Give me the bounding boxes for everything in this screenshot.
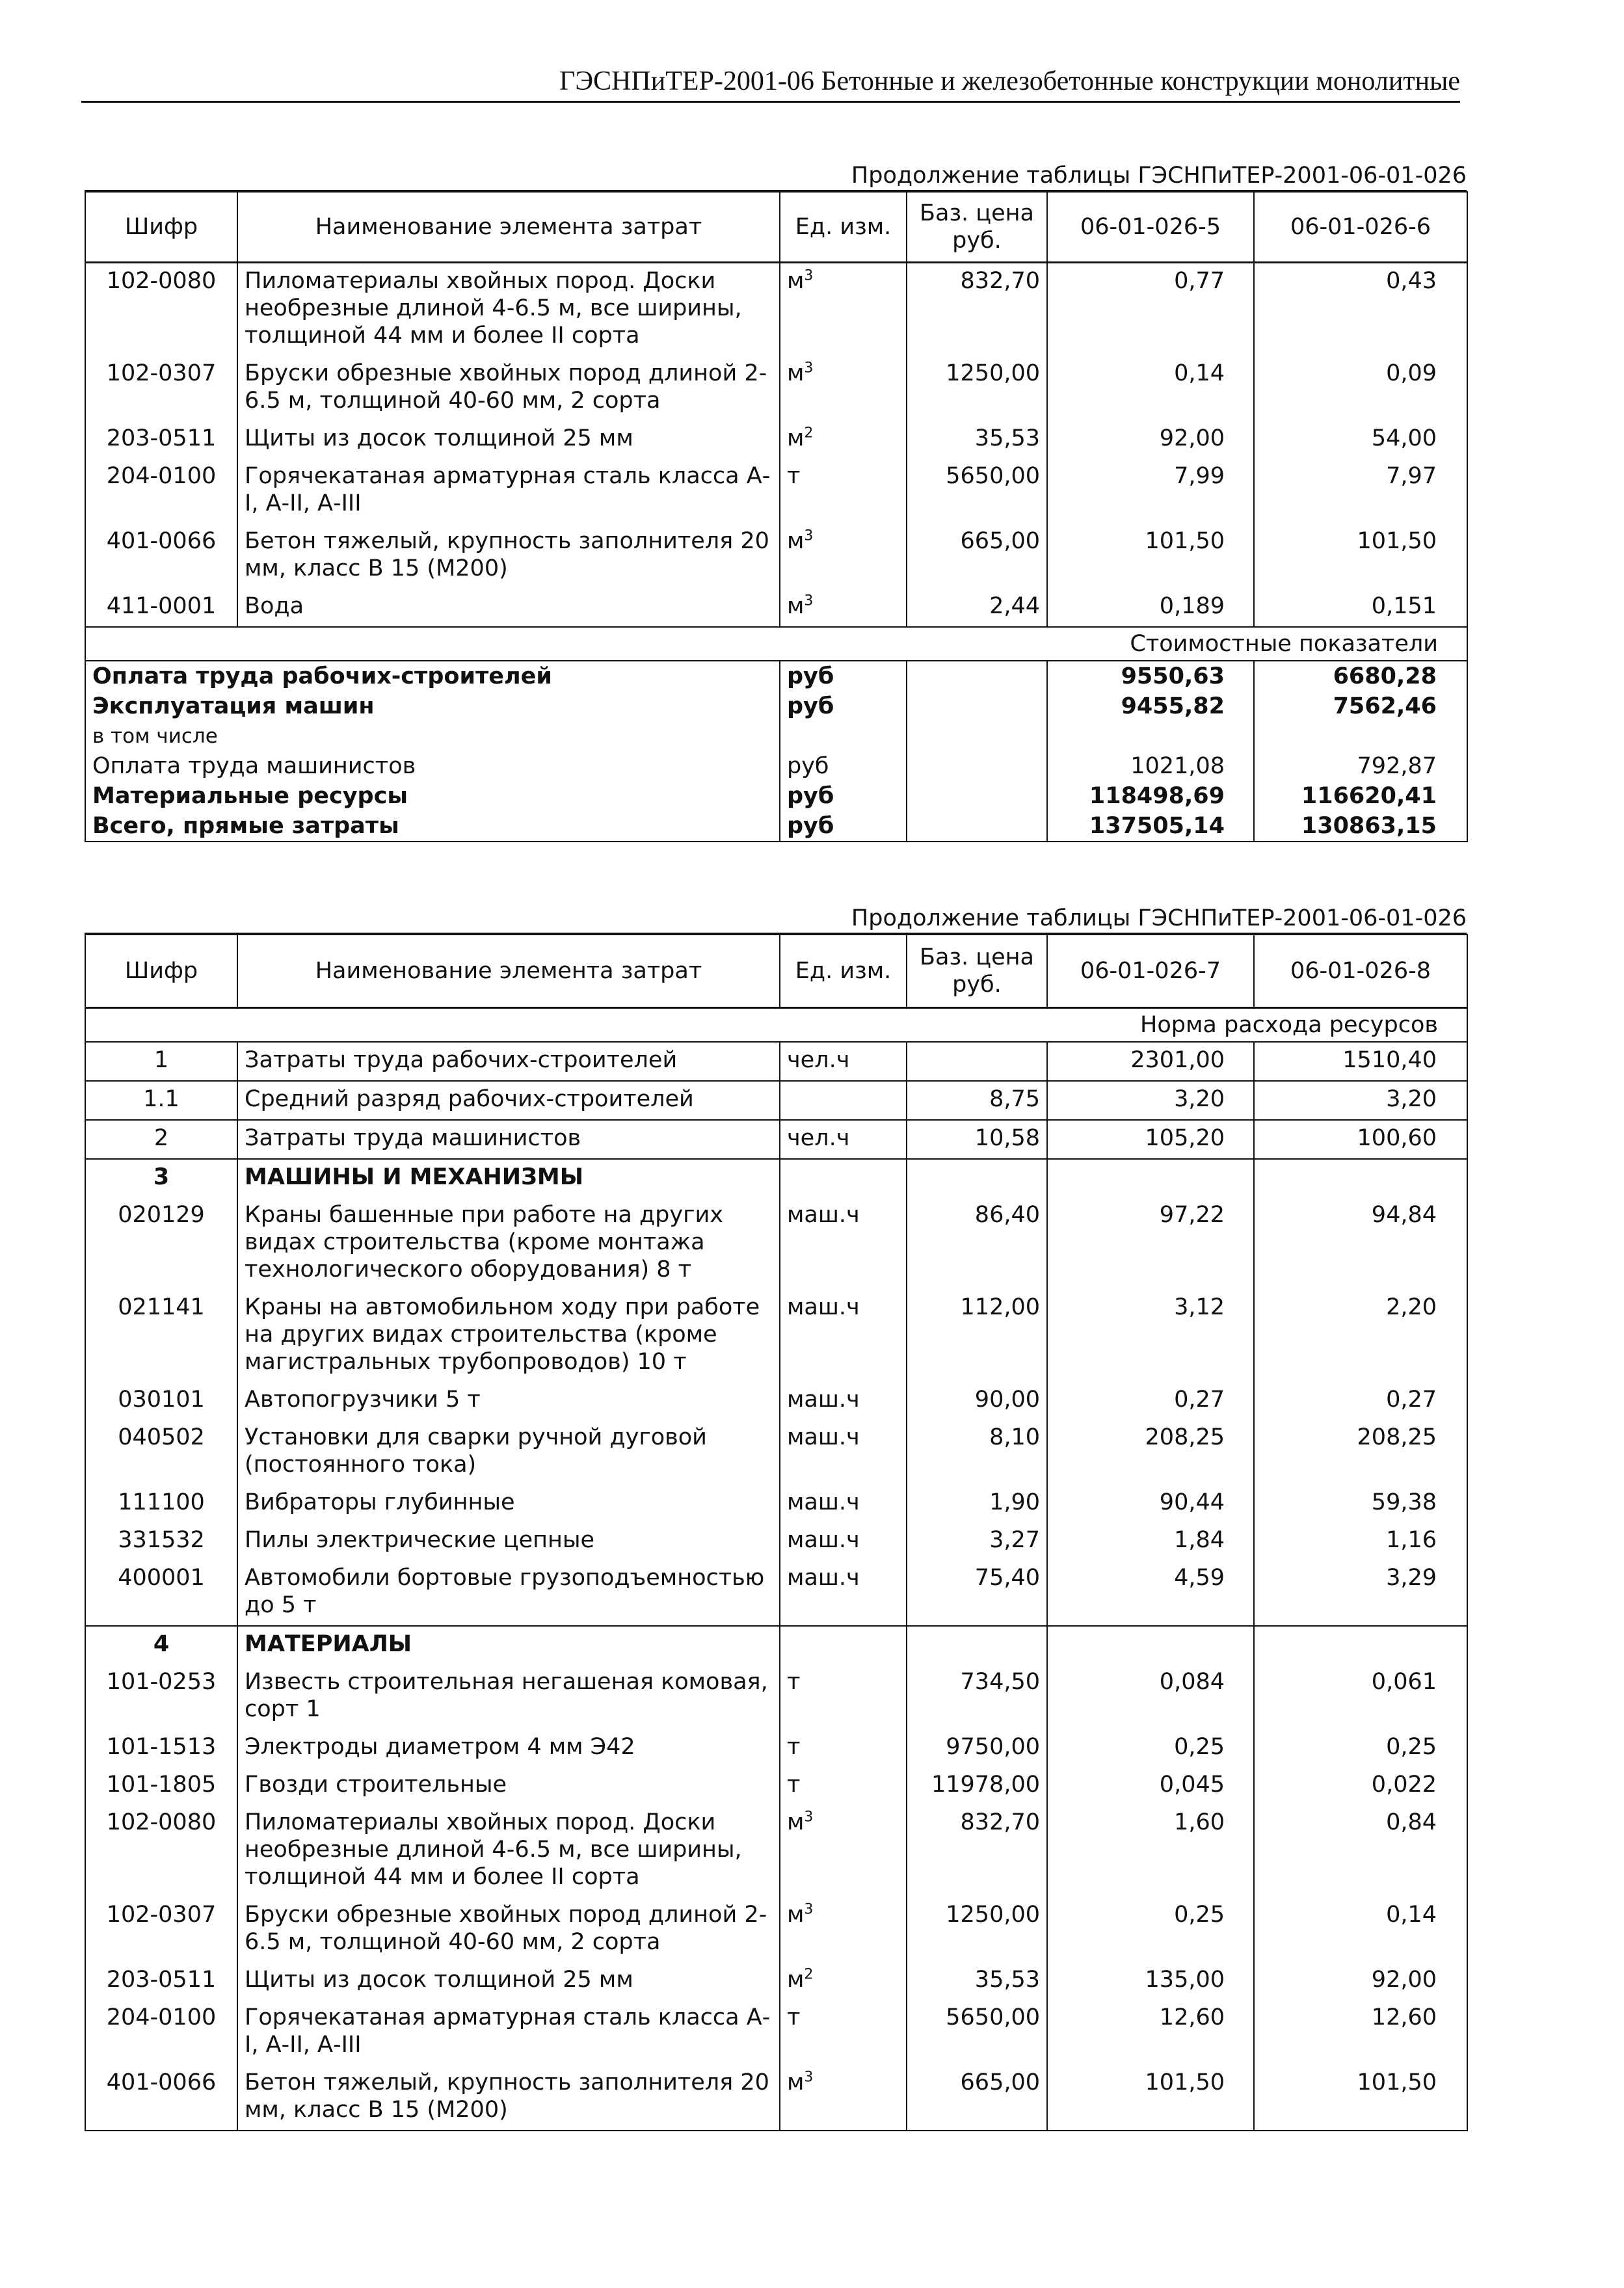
materials-section-row: [85, 1626, 1467, 1664]
unit-exponent: 3: [804, 359, 814, 376]
labor-unit: [780, 1081, 907, 1120]
labor-name: Средний разряд рабочих-строителей: [237, 1081, 780, 1120]
material-unit: [780, 1897, 907, 1962]
unit-exponent: 3: [804, 2068, 814, 2085]
machine-row: [85, 1523, 1467, 1560]
labor-code: 2: [85, 1120, 237, 1159]
col-header-code: Шифр: [85, 192, 237, 262]
material-code: 401-0066: [85, 2065, 237, 2131]
value-variant-7: 1,60: [1047, 1805, 1254, 1897]
material-name: Гвозди строительные: [237, 1767, 780, 1805]
value-variant-7: 1,84: [1047, 1523, 1254, 1560]
material-row: [85, 1767, 1467, 1805]
machine-code: 020129: [85, 1197, 237, 1290]
material-unit: [780, 1729, 907, 1767]
cost-unit: [780, 721, 907, 751]
material-price: 832,70: [907, 1805, 1047, 1897]
col-header-name: Наименование элемента затрат: [237, 192, 780, 262]
table2-body: [85, 935, 1467, 2131]
unit-text: т: [787, 1733, 801, 1760]
value-variant-8: 0,84: [1254, 1805, 1467, 1897]
unit-text: м: [787, 527, 805, 554]
resource-code: 102-0080: [85, 262, 237, 356]
machine-unit: маш.ч: [780, 1485, 907, 1523]
value-variant-8: 0,022: [1254, 1767, 1467, 1805]
material-price: 734,50: [907, 1664, 1047, 1729]
labor-name: Затраты труда рабочих-строителей: [237, 1042, 780, 1081]
cost-band-row: [85, 627, 1467, 661]
resource-code: 401-0066: [85, 524, 237, 589]
col-header-price: Баз. цена руб.: [907, 935, 1047, 1007]
value-variant-8: 2,20: [1254, 1290, 1467, 1382]
labor-row: [85, 1120, 1467, 1159]
machine-unit: маш.ч: [780, 1197, 907, 1290]
labor-unit: чел.ч: [780, 1042, 907, 1081]
cost-variant-5: [1047, 721, 1254, 751]
material-code: 101-1513: [85, 1729, 237, 1767]
cost-unit: руб: [780, 811, 907, 842]
unit-exponent: 2: [804, 424, 814, 441]
machine-row: [85, 1420, 1467, 1485]
col-header-variant-8: 06-01-026-8: [1254, 935, 1467, 1007]
cost-name: Всего, прямые затраты: [85, 811, 780, 842]
resource-unit: [780, 262, 907, 356]
material-row: [85, 1729, 1467, 1767]
value-variant-7: 135,00: [1047, 1962, 1254, 2000]
machine-name: Установки для сварки ручной дуговой (постоянного тока): [237, 1420, 780, 1485]
value-variant-7: 97,22: [1047, 1197, 1254, 1290]
value-variant-7: 0,045: [1047, 1767, 1254, 1805]
cost-name: Оплата труда машинистов: [85, 751, 780, 781]
material-code: 204-0100: [85, 2000, 237, 2065]
table-row: [85, 459, 1467, 524]
machine-name: Вибраторы глубинные: [237, 1485, 780, 1523]
material-price: 5650,00: [907, 2000, 1047, 2065]
value-variant-8: 0,25: [1254, 1729, 1467, 1767]
machine-name: Автопогрузчики 5 т: [237, 1382, 780, 1420]
machine-row: [85, 1290, 1467, 1382]
material-unit: [780, 2065, 907, 2131]
col-header-variant-5: 06-01-026-5: [1047, 192, 1254, 262]
value-variant-8: 94,84: [1254, 1197, 1467, 1290]
resource-name: Бруски обрезные хвойных пород длиной 2-6.5 м, толщиной 40-60 мм, 2 сорта: [237, 356, 780, 421]
value-variant-8: 0,061: [1254, 1664, 1467, 1729]
value-variant-8: 100,60: [1254, 1120, 1467, 1159]
machine-unit: маш.ч: [780, 1523, 907, 1560]
machine-row: [85, 1197, 1467, 1290]
value-variant-5: 92,00: [1047, 421, 1254, 459]
resource-price: 1250,00: [907, 356, 1047, 421]
cost-variant-5: 137505,14: [1047, 811, 1254, 842]
unit-exponent: 3: [804, 1808, 814, 1825]
machine-price: 1,90: [907, 1485, 1047, 1523]
table-row: [85, 589, 1467, 627]
cost-name: Эксплуатация машин: [85, 691, 780, 721]
material-unit: [780, 1805, 907, 1897]
cost-variant-6: 116620,41: [1254, 781, 1467, 811]
machine-name: Краны башенные при работе на других видах строительства (кроме монтажа технологического оборудования) 8 т: [237, 1197, 780, 1290]
value-variant-7: 4,59: [1047, 1560, 1254, 1626]
unit-exponent: 2: [804, 1965, 814, 1982]
labor-row: [85, 1081, 1467, 1120]
labor-price: 8,75: [907, 1081, 1047, 1120]
machine-price: 86,40: [907, 1197, 1047, 1290]
labor-row: [85, 1042, 1467, 1081]
material-code: 101-1805: [85, 1767, 237, 1805]
resource-code: 203-0511: [85, 421, 237, 459]
table-row: [85, 421, 1467, 459]
cost-variant-5: 1021,08: [1047, 751, 1254, 781]
value-variant-8: 12,60: [1254, 2000, 1467, 2065]
resource-name: Щиты из досок толщиной 25 мм: [237, 421, 780, 459]
machine-price: 75,40: [907, 1560, 1047, 1626]
resource-unit: [780, 589, 907, 627]
cost-price-empty: [907, 721, 1047, 751]
unit-exponent: 3: [804, 267, 814, 284]
machine-code: 030101: [85, 1382, 237, 1420]
col-header-unit: Ед. изм.: [780, 935, 907, 1007]
col-header-unit: Ед. изм.: [780, 192, 907, 262]
table-row: [85, 262, 1467, 356]
empty-cell: [780, 1626, 907, 1664]
cost-name: Материальные ресурсы: [85, 781, 780, 811]
material-row: [85, 1962, 1467, 2000]
cost-unit: руб: [780, 691, 907, 721]
value-variant-5: 0,189: [1047, 589, 1254, 627]
material-name: Щиты из досок толщиной 25 мм: [237, 1962, 780, 2000]
unit-text: т: [787, 1771, 801, 1798]
material-name: Бруски обрезные хвойных пород длиной 2-6.5 м, толщиной 40-60 мм, 2 сорта: [237, 1897, 780, 1962]
value-variant-6: 0,09: [1254, 356, 1467, 421]
cost-unit: руб: [780, 781, 907, 811]
machine-name: Краны на автомобильном ходу при работе на других видах строительства (кроме магистральных трубопроводов) 10 т: [237, 1290, 780, 1382]
value-variant-5: 7,99: [1047, 459, 1254, 524]
machine-row: [85, 1485, 1467, 1523]
value-variant-7: 2301,00: [1047, 1042, 1254, 1081]
cost-variant-5: 118498,69: [1047, 781, 1254, 811]
machine-code: 331532: [85, 1523, 237, 1560]
unit-text: м: [787, 360, 805, 386]
empty-cell: [1254, 1159, 1467, 1197]
value-variant-6: 101,50: [1254, 524, 1467, 589]
material-price: 35,53: [907, 1962, 1047, 2000]
material-name: Пиломатериалы хвойных пород. Доски необрезные длиной 4-6.5 м, все ширины, толщиной 44 мм и более II сорта: [237, 1805, 780, 1897]
value-variant-8: 59,38: [1254, 1485, 1467, 1523]
material-price: 9750,00: [907, 1729, 1047, 1767]
empty-cell: [907, 1159, 1047, 1197]
labor-price: [907, 1042, 1047, 1081]
unit-text: т: [787, 2004, 801, 2030]
material-unit: [780, 1664, 907, 1729]
value-variant-7: 12,60: [1047, 2000, 1254, 2065]
cost-band-label: Стоимостные показатели: [85, 627, 1467, 661]
machine-row: [85, 1382, 1467, 1420]
unit-text: м: [787, 425, 805, 451]
table1-body: [85, 192, 1467, 842]
unit-text: м: [787, 1901, 805, 1928]
table2: [85, 934, 1468, 2131]
section-title: МАТЕРИАЛЫ: [237, 1626, 780, 1664]
value-variant-7: 0,25: [1047, 1729, 1254, 1767]
resource-code: 102-0307: [85, 356, 237, 421]
material-code: 203-0511: [85, 1962, 237, 2000]
page-header: [81, 62, 1460, 103]
labor-price: 10,58: [907, 1120, 1047, 1159]
material-name: Электроды диаметром 4 мм Э42: [237, 1729, 780, 1767]
machine-row: [85, 1560, 1467, 1626]
resource-price: 35,53: [907, 421, 1047, 459]
material-unit: [780, 2000, 907, 2065]
machine-unit: маш.ч: [780, 1420, 907, 1485]
cost-variant-6: 7562,46: [1254, 691, 1467, 721]
table1-header-row: [85, 192, 1467, 262]
material-price: 1250,00: [907, 1897, 1047, 1962]
labor-code: 1.1: [85, 1081, 237, 1120]
value-variant-7: 90,44: [1047, 1485, 1254, 1523]
material-name: Горячекатаная арматурная сталь класса А-I, А-II, А-III: [237, 2000, 780, 2065]
resource-price: 2,44: [907, 589, 1047, 627]
cost-variant-6: 6680,28: [1254, 661, 1467, 691]
cost-row: [85, 781, 1467, 811]
empty-cell: [1254, 1626, 1467, 1664]
unit-text: м: [787, 592, 805, 619]
cost-variant-6: 130863,15: [1254, 811, 1467, 842]
material-unit: [780, 1767, 907, 1805]
resource-name: Горячекатаная арматурная сталь класса А-I, А-II, А-III: [237, 459, 780, 524]
value-variant-7: 0,25: [1047, 1897, 1254, 1962]
cost-name: в том числе: [85, 721, 780, 751]
resource-name: Пиломатериалы хвойных пород. Доски необрезные длиной 4-6.5 м, все ширины, толщиной 44 мм и более II сорта: [237, 262, 780, 356]
value-variant-8: 3,29: [1254, 1560, 1467, 1626]
cost-unit: руб: [780, 661, 907, 691]
value-variant-7: 105,20: [1047, 1120, 1254, 1159]
norm-band-row: [85, 1007, 1467, 1042]
resource-code: 204-0100: [85, 459, 237, 524]
cost-variant-5: 9455,82: [1047, 691, 1254, 721]
col-header-price: Баз. цена руб.: [907, 192, 1047, 262]
cost-price-empty: [907, 661, 1047, 691]
value-variant-6: 54,00: [1254, 421, 1467, 459]
section-code: 4: [85, 1626, 237, 1664]
cost-variant-6: 792,87: [1254, 751, 1467, 781]
cost-price-empty: [907, 751, 1047, 781]
cost-row: [85, 751, 1467, 781]
empty-cell: [1047, 1159, 1254, 1197]
norm-band-label: Норма расхода ресурсов: [85, 1007, 1467, 1042]
value-variant-8: 0,14: [1254, 1897, 1467, 1962]
resource-unit: [780, 356, 907, 421]
value-variant-7: 0,084: [1047, 1664, 1254, 1729]
unit-text: т: [787, 1668, 801, 1695]
unit-text: м: [787, 1809, 805, 1835]
material-code: 102-0307: [85, 1897, 237, 1962]
machine-code: 400001: [85, 1560, 237, 1626]
empty-cell: [1047, 1626, 1254, 1664]
unit-text: т: [787, 462, 801, 489]
resource-price: 665,00: [907, 524, 1047, 589]
machine-price: 90,00: [907, 1382, 1047, 1420]
value-variant-8: 208,25: [1254, 1420, 1467, 1485]
value-variant-6: 0,43: [1254, 262, 1467, 356]
value-variant-7: 0,27: [1047, 1382, 1254, 1420]
cost-row: [85, 721, 1467, 751]
value-variant-7: 3,12: [1047, 1290, 1254, 1382]
resource-code: 411-0001: [85, 589, 237, 627]
value-variant-6: 0,151: [1254, 589, 1467, 627]
labor-code: 1: [85, 1042, 237, 1081]
cost-unit: руб: [780, 751, 907, 781]
machine-unit: маш.ч: [780, 1382, 907, 1420]
value-variant-6: 7,97: [1254, 459, 1467, 524]
resource-unit: [780, 524, 907, 589]
cost-price-empty: [907, 781, 1047, 811]
table2-caption: Продолжение таблицы ГЭСНПиТЕР-2001-06-01-026: [85, 904, 1467, 934]
resource-unit: [780, 459, 907, 524]
cost-variant-5: 9550,63: [1047, 661, 1254, 691]
value-variant-8: 101,50: [1254, 2065, 1467, 2131]
machine-unit: маш.ч: [780, 1560, 907, 1626]
unit-text: м: [787, 2069, 805, 2095]
machine-price: 3,27: [907, 1523, 1047, 1560]
section-title: МАШИНЫ И МЕХАНИЗМЫ: [237, 1159, 780, 1197]
machines-section-row: [85, 1159, 1467, 1197]
labor-unit: чел.ч: [780, 1120, 907, 1159]
resource-name: Бетон тяжелый, крупность заполнителя 20 мм, класс В 15 (М200): [237, 524, 780, 589]
cost-price-empty: [907, 691, 1047, 721]
labor-name: Затраты труда машинистов: [237, 1120, 780, 1159]
unit-text: м: [787, 267, 805, 294]
value-variant-8: 3,20: [1254, 1081, 1467, 1120]
value-variant-7: 208,25: [1047, 1420, 1254, 1485]
page-header-title: ГЭСНПиТЕР-2001-06 Бетонные и железобетонные конструкции монолитные: [559, 66, 1460, 96]
table-row: [85, 524, 1467, 589]
material-name: Известь строительная негашеная комовая, сорт 1: [237, 1664, 780, 1729]
value-variant-5: 101,50: [1047, 524, 1254, 589]
machine-code: 021141: [85, 1290, 237, 1382]
col-header-variant-7: 06-01-026-7: [1047, 935, 1254, 1007]
material-row: [85, 1805, 1467, 1897]
material-name: Бетон тяжелый, крупность заполнителя 20 мм, класс В 15 (М200): [237, 2065, 780, 2131]
cost-row: [85, 811, 1467, 842]
material-row: [85, 1664, 1467, 1729]
value-variant-5: 0,77: [1047, 262, 1254, 356]
unit-text: м: [787, 1966, 805, 1993]
machine-price: 112,00: [907, 1290, 1047, 1382]
material-row: [85, 2000, 1467, 2065]
value-variant-8: 0,27: [1254, 1382, 1467, 1420]
cost-row: [85, 661, 1467, 691]
value-variant-5: 0,14: [1047, 356, 1254, 421]
resource-name: Вода: [237, 589, 780, 627]
value-variant-8: 1,16: [1254, 1523, 1467, 1560]
table1: [85, 191, 1468, 842]
unit-exponent: 3: [804, 1900, 814, 1917]
cost-variant-6: [1254, 721, 1467, 751]
resource-price: 5650,00: [907, 459, 1047, 524]
material-code: 101-0253: [85, 1664, 237, 1729]
table2-header-row: [85, 935, 1467, 1007]
machine-code: 040502: [85, 1420, 237, 1485]
cost-row: [85, 691, 1467, 721]
material-code: 102-0080: [85, 1805, 237, 1897]
resource-price: 832,70: [907, 262, 1047, 356]
col-header-code: Шифр: [85, 935, 237, 1007]
unit-exponent: 3: [804, 592, 814, 609]
section-code: 3: [85, 1159, 237, 1197]
material-row: [85, 1897, 1467, 1962]
material-unit: [780, 1962, 907, 2000]
empty-cell: [780, 1159, 907, 1197]
material-row: [85, 2065, 1467, 2131]
value-variant-8: 92,00: [1254, 1962, 1467, 2000]
table1-caption: Продолжение таблицы ГЭСНПиТЕР-2001-06-01-026: [85, 161, 1467, 191]
value-variant-7: 101,50: [1047, 2065, 1254, 2131]
col-header-variant-6: 06-01-026-6: [1254, 192, 1467, 262]
machine-price: 8,10: [907, 1420, 1047, 1485]
unit-exponent: 3: [804, 527, 814, 544]
material-price: 11978,00: [907, 1767, 1047, 1805]
cost-price-empty: [907, 811, 1047, 842]
value-variant-7: 3,20: [1047, 1081, 1254, 1120]
machine-unit: маш.ч: [780, 1290, 907, 1382]
machine-name: Автомобили бортовые грузоподъемностью до 5 т: [237, 1560, 780, 1626]
value-variant-8: 1510,40: [1254, 1042, 1467, 1081]
col-header-name: Наименование элемента затрат: [237, 935, 780, 1007]
machine-name: Пилы электрические цепные: [237, 1523, 780, 1560]
empty-cell: [907, 1626, 1047, 1664]
cost-name: Оплата труда рабочих-строителей: [85, 661, 780, 691]
resource-unit: [780, 421, 907, 459]
table-row: [85, 356, 1467, 421]
material-price: 665,00: [907, 2065, 1047, 2131]
machine-code: 111100: [85, 1485, 237, 1523]
